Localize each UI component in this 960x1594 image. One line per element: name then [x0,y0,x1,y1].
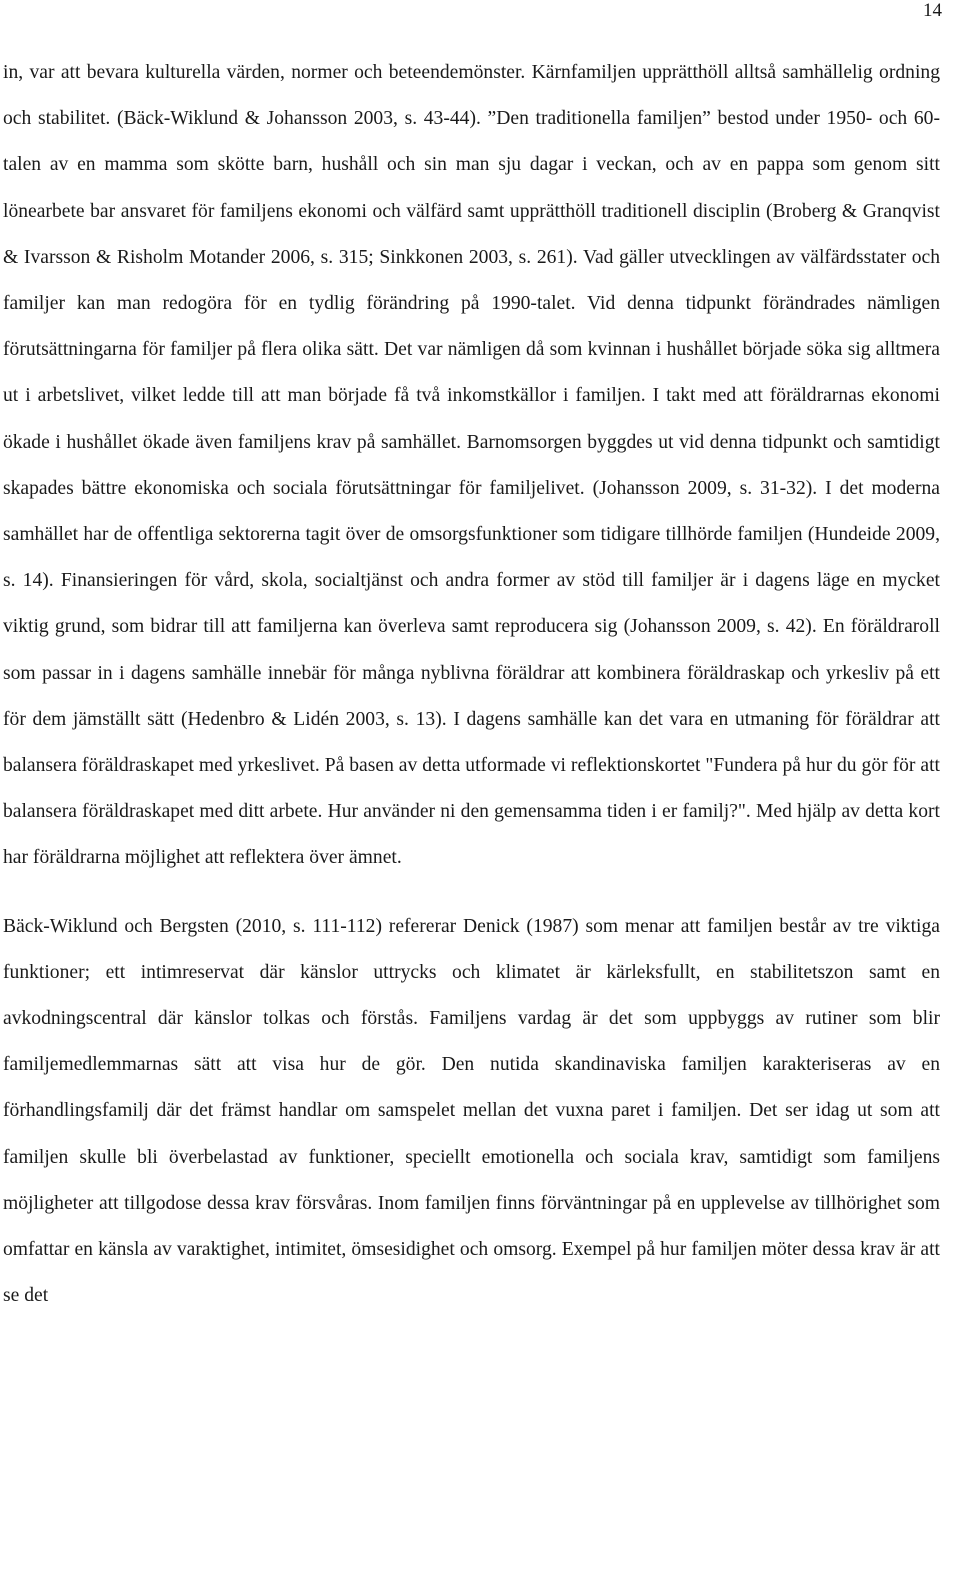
paragraph-family-functions: Bäck-Wiklund och Bergsten (2010, s. 111-112) refererar Denick (1987) som menar att familjen består av tre viktiga funktioner; ett intimreservat där känslor uttrycks och klimatet är kärleksfullt, en stabilitetszon samt en avkodningscentral där känslor tolkas och förstås. Familjens vardag är det som uppbyggs av rutiner som blir familjemedlemmarnas sätt att visa hur de gör. Den nutida skandinaviska familjen karakteriseras av en förhandlingsfamilj där det främst handlar om samspelet mellan det vuxna paret i familjen. Det ser idag ut som att familjen skulle bli överbelastad av funktioner, speciellt emotionella och sociala krav, samtidigt som familjens möjligheter att tillgodose dessa krav försvåras. Inom familjen finns förväntningar på en upplevelse av tillhörighet som omfattar en känsla av varaktighet, intimitet, ömsesidighet och omsorg. Exempel på hur familjen möter dessa krav är att se det [3,915,940,1307]
body-text [3,50,940,1319]
paragraph-family-history: in, var att bevara kulturella värden, normer och beteendemönster. Kärnfamiljen upprätthöll alltså samhällelig ordning och stabilitet. (Bäck-Wiklund & Johansson 2003, s. 43-44). ”Den traditionella familjen” bestod under 1950- och 60-talen av en mamma som skötte barn, hushåll och sin man sju dagar i veckan, och av en pappa som genom sitt lönearbete bar ansvaret för familjens ekonomi och välfärd samt upprätthöll traditionell disciplin (Broberg & Granqvist & Ivarsson & Risholm Motander 2006, s. 315; Sinkkonen 2003, s. 261). Vad gäller utvecklingen av välfärdsstater och familjer kan man redogöra för en tydlig förändring på 1990-talet. Vid denna tidpunkt förändrades nämligen förutsättningarna för familjer på flera olika sätt. Det var nämligen då som kvinnan i hushållet började söka sig alltmera ut i arbetslivet, vilket ledde till att man började få två inkomstkällor i familjen. I takt med att föräldrarnas ekonomi ökade i hushållet ökade även familjens krav på samhället. Barnomsorgen byggdes ut vid denna tidpunkt och samtidigt skapades bättre ekonomiska och sociala förutsättningar för familjelivet. (Johansson 2009, s. 31-32). I det moderna samhället har de offentliga sektorerna tagit över de omsorgsfunktioner som tidigare tillhörde familjen (Hundeide 2009, s. 14). Finansieringen för vård, skola, socialtjänst och andra former av stöd till familjer är i dagens läge en mycket viktig grund, som bidrar till att familjerna kan överleva samt reproducera sig (Johansson 2009, s. 42). En föräldraroll som passar in i dagens samhälle innebär för många nyblivna föräldrar att kombinera föräldraskap och yrkesliv på ett för dem jämställt sätt (Hedenbro & Lidén 2003, s. 13). I dagens samhälle kan det vara en utmaning för föräldrar att balansera föräldraskapet med yrkeslivet. På basen av detta utformade vi reflektionskortet "Fundera på hur du gör för att balansera föräldraskapet med ditt arbete. Hur använder ni den gemensamma tiden i er familj?". Med hjälp av detta kort har föräldrarna möjlighet att reflektera över ämnet. [3,62,940,869]
page-number: 14 [923,0,942,21]
